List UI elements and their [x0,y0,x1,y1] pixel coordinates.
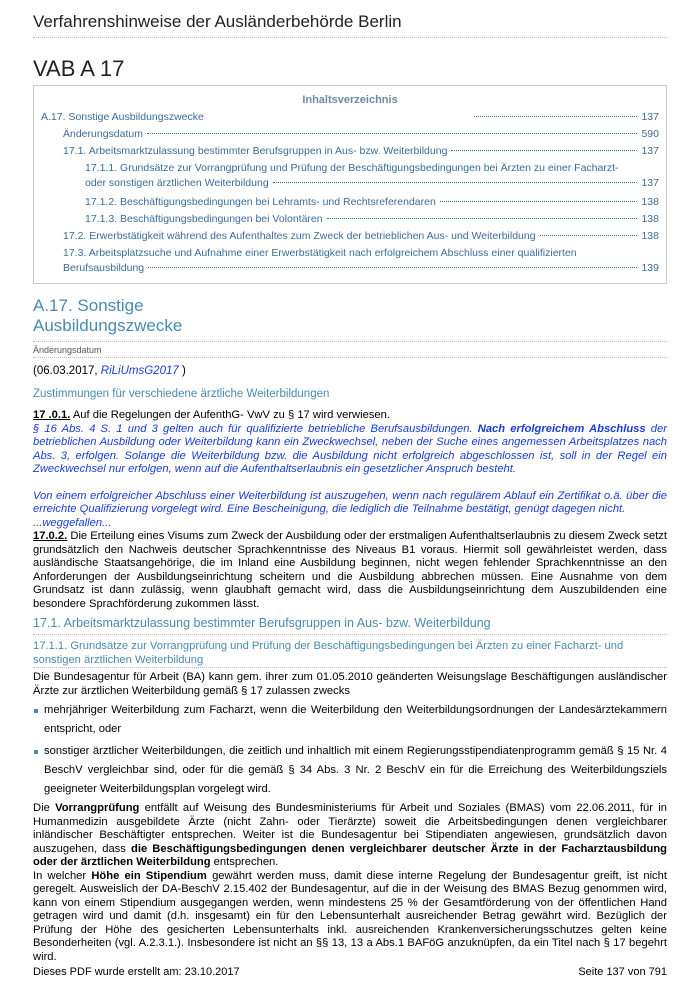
paragraph-17-0-1: 17 .0.1. Auf die Regelungen der AufenthG- VwV zu § 17 wird verwiesen. § 16 Abs. 4 S. 1 und 3 gelten auch für qualifizierte betriebliche Berufsausbildungen. Nach erfolgreichem Abschluss der betrieblichen Ausbildung oder Weiterbildung kann ein Zweckwechsel, neben der Suche eines angemessen Arbeitsplatzes nach Abs. 3, erfolgen. Solange die Weiterbildung bzw. die Ausbildung nicht erfolgreich abgeschlossen ist, soll in der Regel ein Zweckwechsel nur erfolgen, wenn auf die Aufenthaltserlaubnis ein gesetzlicher Anspruch besteht. Von einem erfolgreicher Abschluss einer Weiterbildung ist auszugehen, wenn nach regulärem Ablauf ein Zertifikat o.ä. über die erreichte Qualifizierung vorgelegt wird. Eine Bescheinigung, die lediglich die Teilnahme bestätigt, genügt dagegen nicht. ...weggefallen... 17.0.2. Die Erteilung eines Visums zum Zweck der Ausbildung oder der erstmaligen Aufenthaltserlaubnis zu diesem Zweck setzt grundsätzlich den Nachweis deutscher Sprachkenntnisse des Niveaus B1 voraus. Hiermit soll gewährleistet werden, dass ausländische Staatsangehörige, die im Inland eine Ausbildung beginnen, nicht wegen fehlender Sprachkenntnisse an den Anforderungen der Ausbildungseinrichtung scheitern und die Ausbildung abbrechen müssen. Eine Ausnahme von dem Grundsatz ist dann zulässig, wenn glaubhaft gemacht wird, dass die Ausbildungseinrichtung dem Auszubildenden eine besondere Sprachförderung zukommen lässt. [33,409,667,610]
list-item: mehrjähriger Weiterbildung zum Facharzt, wenn die Weiterbildung den Weiterbildungsordnungen der Landesärztekammern entspricht, oder [33,701,667,739]
toc-entry[interactable]: Änderungsdatum 590 [63,128,659,140]
toc-entry[interactable]: 17.2. Erwerbstätigkeit während des Aufenthaltes zum Zweck der betrieblichen Aus- und Weiterbildung 138 [63,230,659,242]
section-17-1-1-body: Die Bundesagentur für Arbeit (BA) kann gem. ihrer zum 01.05.2010 geänderten Weisungslage Beschäftigungen ausländischer Ärzte zur ärztlichen Weiterbildung gemäß § 17 zulassen zwecks mehrjähriger Weiterbildung zum Facharzt, wenn die Weiterbildung den Weiterbildungsordnungen der Landesärztekammern entspricht, oder sonstiger ärztlicher Weiterbildungen, die zeitlich und inhaltlich mit einem Regierungsstipendiatenprogramm gemäß § 15 Nr. 4 BeschV vergleichbar sind, oder für die gemäß § 34 Abs. 3 Nr. 2 BeschV ein für die Erreichung des Weiterbildungsziels geeigneter Weiterbildungsplan vorgelegt wird. Die Vorrangprüfung entfällt auf Weisung des Bundesministeriums für Arbeit und Soziales (BMAS) vom 22.06.2011, für in Humanmedizin ausgebildete Ärzte (nicht Zahn- oder Tierärzte) soweit die Arbeitsbedingungen denen vergleichbarer inländischer Beschäftigter entsprechen. Weiter ist die Bundesagentur bei Stipendiaten angewiesen, grundsätzlich davon auszugehen, dass die Beschäftigungsbedingungen denen vergleichbarer deutscher Ärzte in der Facharztausbildung oder der ärztlichen Weiterbildung entsprechen. In welcher Höhe ein Stipendium gewährt werden muss, damit diese interne Regelung der Bundesagentur greift, ist nicht geregelt. Ausweislich der DA-BeschV 2.15.402 der Bundesagentur, auf die in der Weisung des BMAS Bezug genommen wird, kann von einem Stipendium ausgegangen werden, wenn mindestens 25 % der Gesamtförderung von der öffentlichen Hand getragen wird und damit (d.h. insgesamt) ein für den Lebensunterhalt ausreichender Betrag gewährt wird. Bezüglich der Prüfung der Höhe des gesicherten Lebensunterhalts inkl. ausreichenden Krankenversicherungsschutzes gelten keine Besonderheiten (vgl. A.2.3.1.). Insbesondere ist nicht an §§ 13, 13 a Abs.1 BAFöG anzuknüpfen, da ein Titel nach § 17 begehrt wird. [33,671,667,963]
divider [33,667,667,668]
toc-heading: Inhaltsverzeichnis [302,94,398,106]
change-date: (06.03.2017, RiLiUmsG2017 ) [33,365,186,377]
footer-created: Dieses PDF wurde erstellt am: 23.10.2017 [33,966,240,978]
toc-entry[interactable]: 17.1.3. Beschäftigungsbedingungen bei Volontären 138 [85,213,659,225]
toc-entry[interactable]: A.17. Sonstige Ausbildungszwecke 137 [41,111,659,123]
divider [33,341,667,342]
toc-entry[interactable]: 17.1.2. Beschäftigungsbedingungen bei Lehramts- und Rechtsreferendaren 138 [85,196,659,208]
divider [33,634,667,635]
divider [33,357,667,358]
document-title: VAB A 17 [33,56,125,81]
list-item: sonstiger ärztlicher Weiterbildungen, die zeitlich und inhaltlich mit einem Regierungsstipendiatenprogramm gemäß § 15 Nr. 4 BeschV vergleichbar sind, oder für die gemäß § 34 Abs. 3 Nr. 2 BeschV ein für die Erreichung des Weiterbildungsziels geeigneter Weiterbildungsplan vorgelegt wird. [33,742,667,799]
table-of-contents [33,85,667,284]
footer-page-number: Seite 137 von 791 [578,966,667,978]
section-17-1-1-title: 17.1.1. Grundsätze zur Vorrangprüfung und Prüfung der Beschäftigungsbedingungen bei Ärzten zu einer Facharzt- und sonstigen ärztlichen Weiterbildung [33,640,624,666]
header-divider [33,37,667,38]
toc-entry[interactable]: 17.3. Arbeitsplatzsuche und Aufnahme einer Erwerbstätigkeit nach erfolgreichem Abschluss einer qualifizierten Berufsausbildung 139 [63,247,659,274]
section-17-1-title: 17.1. Arbeitsmarktzulassung bestimmter Berufsgruppen in Aus- bzw. Weiterbildung [33,616,491,630]
toc-entry[interactable]: 17.1.1. Grundsätze zur Vorrangprüfung und Prüfung der Beschäftigungsbedingungen bei Ärzten zu einer Facharzt- oder sonstigen ärztlichen Weiterbildung 137 [85,162,659,189]
approvals-heading: Zustimmungen für verschiedene ärztliche Weiterbildungen [33,388,330,400]
change-date-label: Änderungsdatum [33,345,102,355]
toc-entry[interactable]: 17.1. Arbeitsmarktzulassung bestimmter Berufsgruppen in Aus- bzw. Weiterbildung 137 [63,145,659,157]
amendment-link[interactable]: RiLiUmsG2017 [100,365,179,377]
page-header: Verfahrenshinweise der Ausländerbehörde Berlin [33,12,402,31]
section-title: A.17. Sonstige Ausbildungszwecke [33,296,183,335]
